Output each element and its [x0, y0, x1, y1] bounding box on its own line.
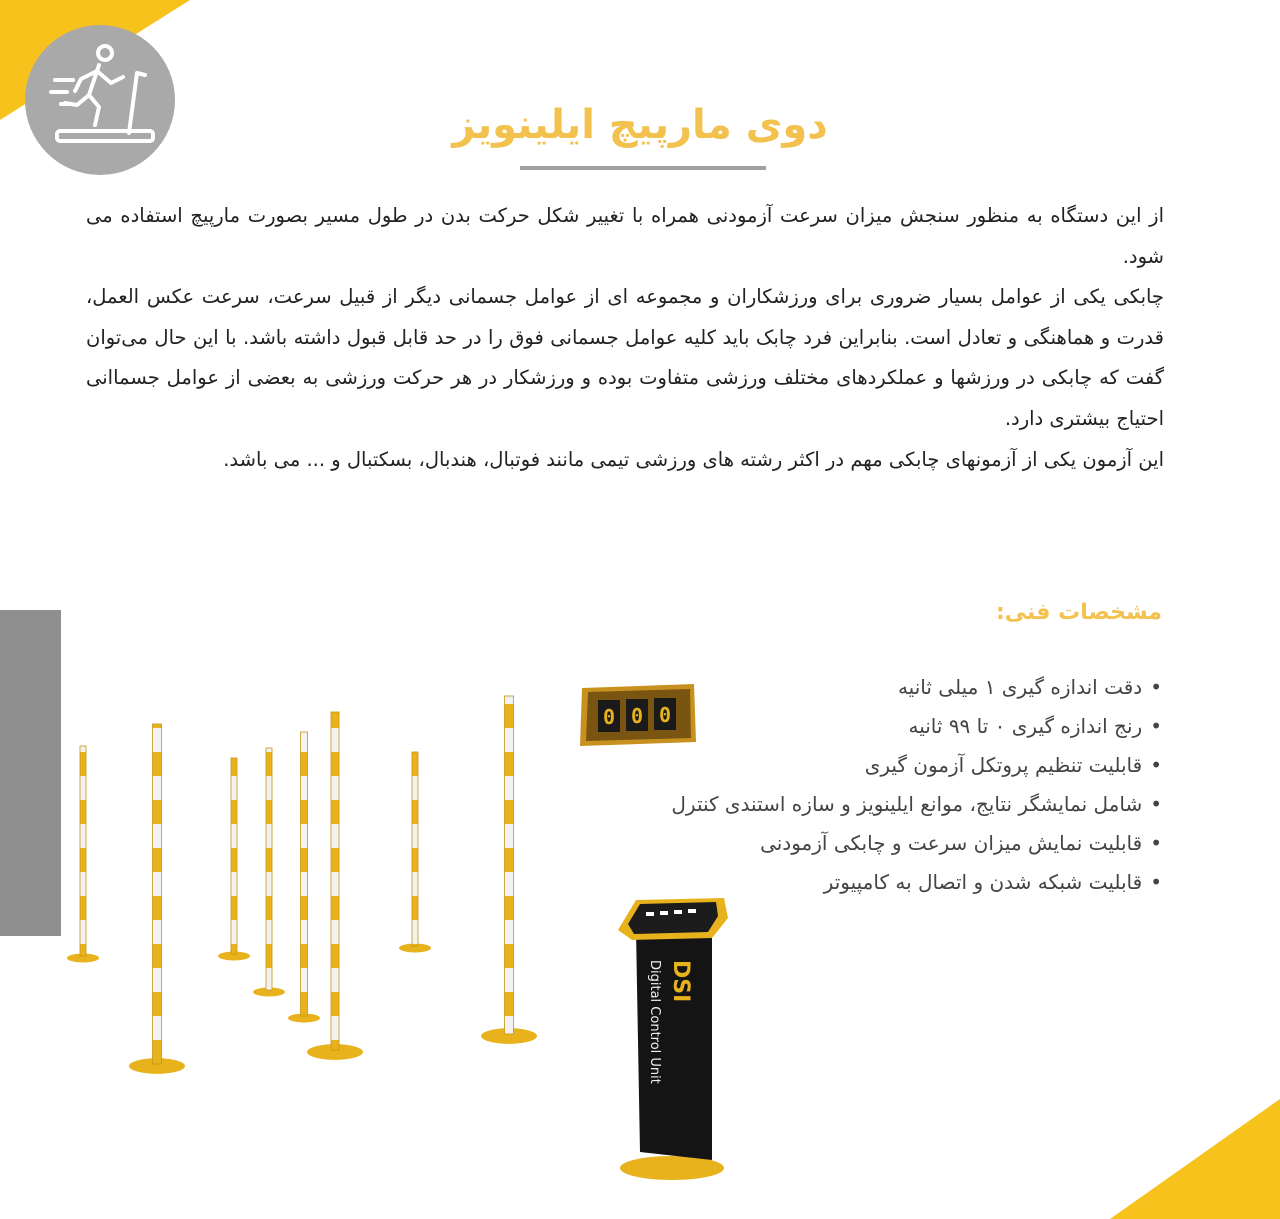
timer-display	[580, 684, 696, 746]
display-digit: 0	[602, 705, 616, 729]
display-digit: 0	[630, 704, 644, 728]
spec-text: دقت اندازه گیری ۱ میلی ثانیه	[897, 675, 1143, 699]
pole	[153, 724, 162, 1064]
paragraph: چابکی یکی از عوامل بسیار ضروری برای ورزشکاران و مجموعه ای از عوامل جسمانی دیگر از قبیل سرعت، سرعت عکس العمل، قدرت و هماهنگی و تعادل است. بنابراین فرد چابک باید کلیه عوامل جسمانی فوق را در حد قابل قبول داشته باشد. با این حال می‌توان گفت که چابکی در ورزشها و عملکردهای مختلف ورزشی متفاوت بوده و ورزشکار در هر حرکت ورزشی به بعضی از عوامل جسماانی احتیاج بیشتری دارد.	[86, 285, 1164, 430]
corner-decoration-bottom-right	[1110, 1099, 1280, 1219]
pole	[266, 748, 272, 990]
pole	[301, 732, 308, 1016]
bullet: •	[1150, 870, 1162, 894]
bullet: •	[1150, 753, 1162, 777]
paragraph: از این دستگاه به منظور سنجش میزان سرعت آزمودنی همراه با تغییر شکل حرکت بدن در طول مسیر بصورت مارپیچ استفاده می شود.	[86, 204, 1164, 268]
spec-text: رنج اندازه گیری ۰ تا ۹۹ ثانیه	[908, 714, 1143, 738]
spec-text: شامل نمایشگر نتایج، موانع ایلینویز و سازه استندی کنترل	[671, 792, 1143, 816]
spec-text: قابلیت شبکه شدن و اتصال به کامپیوتر	[823, 870, 1143, 894]
page-title: دوی مارپیچ ایلینویز	[452, 102, 828, 148]
brand-label: DSI	[668, 960, 693, 1003]
display-digit: 0	[658, 703, 672, 727]
pole	[412, 752, 418, 946]
control-unit-stand	[618, 898, 728, 1180]
pole	[505, 696, 514, 1034]
pole	[231, 758, 237, 954]
pole	[331, 712, 339, 1050]
bullet: •	[1150, 831, 1162, 855]
bullet: •	[1150, 675, 1162, 699]
paragraph: این آزمون یکی از آزمونهای چابکی مهم در اکثر رشته های ورزشی تیمی مانند فوتبال، هندبال، بسکتبال و ... می باشد.	[223, 447, 1164, 471]
control-unit-label: Digital Control Unit	[647, 960, 662, 1084]
equipment-illustration	[0, 560, 800, 1200]
spec-text: قابلیت نمایش میزان سرعت و چابکی آزمودنی	[760, 831, 1143, 855]
title-underline	[520, 166, 766, 170]
bullet: •	[1150, 714, 1162, 738]
pole	[80, 746, 86, 956]
agility-poles	[67, 696, 537, 1074]
specs-title: مشخصات فنی:	[995, 600, 1162, 625]
spec-text: قابلیت تنظیم پروتکل آزمون گیری	[864, 753, 1143, 777]
treadmill-runner-icon	[25, 25, 175, 175]
description	[86, 196, 1164, 480]
bullet: •	[1150, 792, 1162, 816]
